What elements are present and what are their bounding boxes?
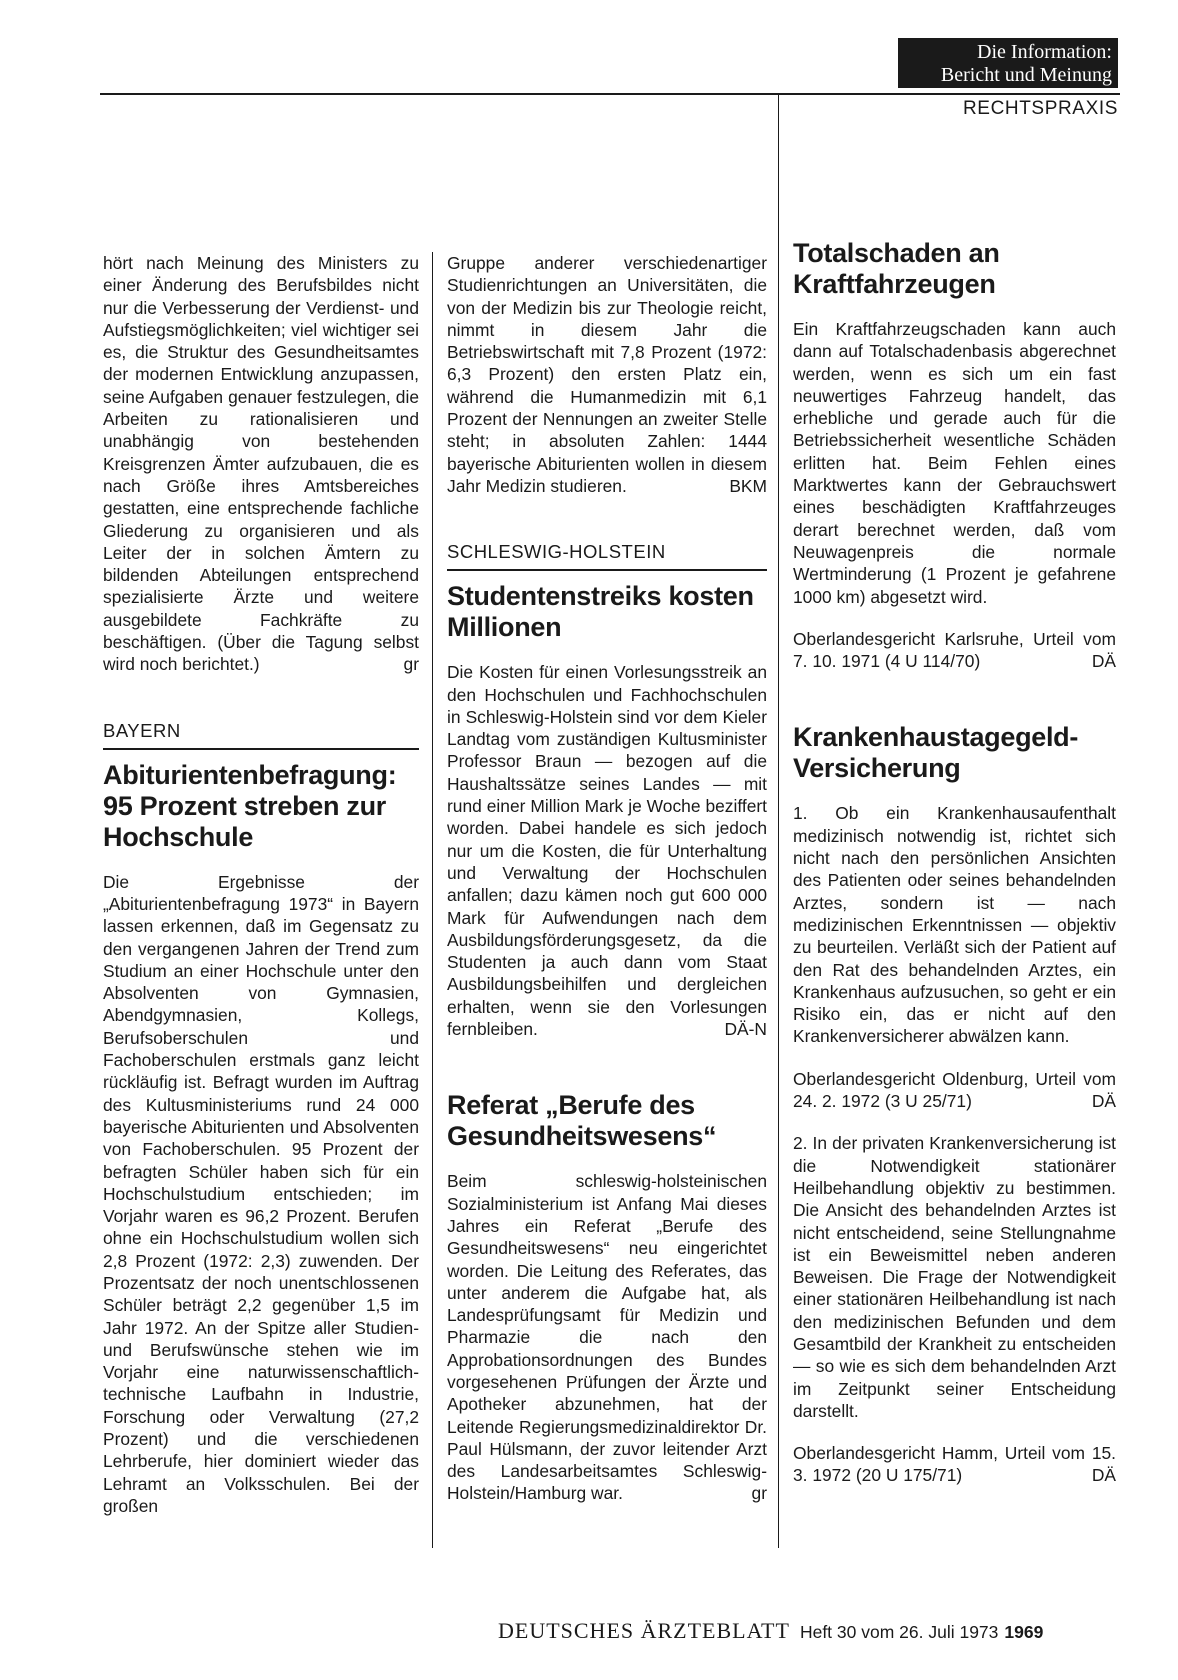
article-signature: DÄ-N xyxy=(724,1019,767,1040)
article-text: Beim schleswig-holsteinischen Sozialministerium ist Anfang Mai dieses Jahres ein Referat „Berufe des Gesundheitswesens“ neu eingerichtet worden. Die Leitung des Referates, das unter anderem die Aufgabe hat, als Landesprüfungsamt für Medizin und Pharmazie die nach den Approbationsordnungen des Bundes vorgesehenen Prüfungen der Ärzte und Apotheker abzunehmen, hat der Leitende Regierungsmedizinaldirektor Dr. Paul Hülsmann, der zuvor leitender Arzt des Landesarbeitsamtes Schleswig-Holstein/Hamburg war. xyxy=(447,1171,767,1504)
article-body: Die Ergebnisse der „Abiturientenbefragung 1973“ in Bayern lassen erkennen, daß im Gegensatz zu den vergangenen Jahren der Trend zum Studium an einer Hochschule unter den Absolventen von Gymnasien, Abendgymnasien, Kollegs, Berufsoberschulen und Fachoberschulen erstmals ganz leicht rückläufig ist. Befragt wurden im Auftrag des Kultusministeriums rund 24 000 bayerische Abiturienten und Absolventen von Fachoberschulen. 95 Prozent der befragten Schüler haben sich für ein Hochschulstudium entschieden; im Vorjahr waren es 96,2 Prozent. Berufen ohne ein Hochschulstudium wollen sich 2,8 Prozent (1972: 2,3) zuwenden. Der Prozentsatz der noch unentschlossenen Schüler beträgt 2,2 gegenüber 1,5 im Jahr 1972. An der Spitze aller Studien- und Berufswünsche stehen wie im Vorjahr eine naturwissenschaftlich-technische Laufbahn in Industrie, Forschung oder Verwaltung (27,2 Prozent) und die verschiedenen Lehrberufe, hier dominiert wieder das Lehramt an Volksschulen. Bei der großen xyxy=(103,871,419,1516)
headline-studentenstreiks: Studentenstreiks kosten Millionen xyxy=(447,581,754,643)
article-signature: gr xyxy=(751,1483,767,1504)
article-text: Die Kosten für einen Vorlesungsstreik an den Hochschulen und Fachhochschulen in Schleswig-Holstein sind vor dem Kieler Landtag vom zuständigen Kultusminister Professor Braun — bezogen auf die Haushaltssätze seines Landes — mit rund einer Million Mark je Woche beziffert worden. Dabei handele es sich jedoch nur um die Kosten, die für Unterhaltung und Verwaltung der Hochschulen anfallen; dazu kämen noch gut 600 000 Mark für Aufwendungen nach dem Ausbildungsförderungsgesetz, da die Studenten ja auch dann vom Staat Ausbildungsbeihilfen und dergleichen erhalten, wenn sie den Vorlesungen fernbleiben. xyxy=(447,662,767,1040)
page-number: 1969 xyxy=(1004,1622,1044,1642)
badge-line-1: Die Information: xyxy=(977,41,1112,63)
badge-line-2: Bericht und Meinung xyxy=(940,64,1112,86)
citation-signature: DÄ xyxy=(1091,1465,1116,1486)
kicker-schleswig-holstein: SCHLESWIG-HOLSTEIN xyxy=(447,541,666,563)
court-citation xyxy=(793,1068,1116,1113)
column-divider-1 xyxy=(432,252,433,1548)
continuation-paragraph xyxy=(447,252,767,497)
article-body xyxy=(447,661,767,1040)
kicker-bayern: BAYERN xyxy=(103,719,181,741)
column-1 xyxy=(103,252,419,1517)
continuation-text: Gruppe anderer verschiedenartiger Studienrichtungen an Universitäten, die von der Medizin bis zur Theologie reicht, nimmt in diesem Jahr die Betriebswirtschaft mit 7,8 Prozent (1972: 6,3 Prozent) den ersten Platz ein, während die Humanmedizin mit 6,1 Prozent der Nennungen an zweiter Stelle steht; in absoluten Zahlen: 1444 bayerische Abiturienten wollen in diesem Jahr Medizin studieren. xyxy=(447,253,767,496)
issue-info: Heft 30 vom 26. Juli 1973 xyxy=(799,1622,999,1642)
headline-totalschaden: Totalschaden an Kraftfahrzeugen xyxy=(793,238,1000,299)
column-divider-2 xyxy=(778,93,779,1548)
headline-krankenhaustagegeld: Krankenhaustagegeld-Versicherung xyxy=(793,722,1079,784)
article-body: 2. In der privaten Krankenversicherung ist die Notwendigkeit stationärer Heilbehandlung objektiv zu bestimmen. Die Ansicht des behandelnden Arztes ist nicht entscheidend, seine Stellungnahme ist ein Beweismittel neben anderen Beweisen. Die Frage der Notwendigkeit einer stationären Heilbehandlung ist nach den medizinischen Befunden und dem Gesamtbild der Krankheit zu entscheiden — so wie es sich dem behandelnden Arzt im Zeitpunkt seiner Entscheidung darstellt. xyxy=(793,1133,1116,1421)
headline-abiturientenbefragung: Abiturientenbefragung: 95 Prozent streben zur Hochschule xyxy=(103,759,397,852)
headline-referat: Referat „Berufe des Gesundheitswesens“ xyxy=(447,1090,717,1152)
intro-signature: gr xyxy=(403,654,419,675)
article-body: Ein Kraftfahrzeugschaden kann auch dann auf Totalschadenbasis abgerechnet werden, wenn es sich um ein fast neuwertiges Fahrzeug handelt, das erhebliche und gerade auch für die Betriebssicherheit wesentliche Schäden erlitten hat. Beim Fehlen eines Marktwertes kann der Gebrauchswert eines beschädigten Kraftfahrzeuges derart berechnet werden, daß vom Neuwagenpreis die normale Wertminderung (1 Prozent je gefahrene 1000 km) abgesetzt wird. xyxy=(793,319,1116,607)
citation-text: Oberlandesgericht Hamm, Urteil vom 15. 3. 1972 (20 U 175/71) xyxy=(793,1443,1116,1486)
article-body: 1. Ob ein Krankenhausaufenthalt medizinisch notwendig ist, richtet sich nicht nach den persönlichen Ansichten des Patienten oder seines behandelnden Arztes, sondern ist — nach medizinischen Erkenntnissen — objektiv zu beurteilen. Verläßt sich der Patient auf den Rat des behandelnden Arztes, ein Krankenhaus aufzusuchen, so geht er ein Risiko ein, das er nicht auf den Krankenversicherer abwälzen kann. xyxy=(793,803,1116,1047)
header-rule xyxy=(100,93,1120,95)
citation-signature: DÄ xyxy=(1091,1091,1116,1112)
column-2 xyxy=(447,252,767,1505)
continuation-signature: BKM xyxy=(729,475,767,496)
page-footer xyxy=(498,1618,1043,1644)
citation-signature: DÄ xyxy=(1091,651,1116,672)
citation-text: Oberlandesgericht Oldenburg, Urteil vom 24. 2. 1972 (3 U 25/71) xyxy=(793,1068,1116,1112)
kicker-rule xyxy=(447,569,767,571)
intro-paragraph xyxy=(103,252,419,676)
section-label: RECHTSPRAXIS xyxy=(962,98,1118,119)
department-badge xyxy=(898,38,1118,88)
citation-text: Oberlandesgericht Karlsruhe, Urteil vom 7. 10. 1971 (4 U 114/70) xyxy=(793,628,1116,672)
court-citation xyxy=(793,1442,1116,1487)
journal-name: DEUTSCHES ÄRZTEBLATT xyxy=(498,1618,790,1643)
column-3 xyxy=(793,238,1116,1487)
intro-text: hört nach Meinung des Ministers zu einer Änderung des Berufsbildes nicht nur die Verbesserung der Verdienst- und Aufstiegsmöglichkeiten; viel wichtiger sei es, die Struktur des Gesundheitsamtes der modernen Entwicklung anzupassen, seine Aufgaben genauer festzulegen, die Arbeiten zu rationalisieren und unabhängig von bestehenden Kreisgrenzen Ämter aufzubauen, die es nach Größe ihres Amtsbereiches gestatten, eine entsprechende fachliche Gliederung zu organisieren und als Leiter der in solchen Ämtern zu bildenden Abteilungen entsprechend spezialisierte Ärzte und weitere ausgebildete Fachkräfte zu beschäftigen. (Über die Tagung selbst wird noch berichtet.) xyxy=(103,253,419,675)
court-citation xyxy=(793,628,1116,673)
article-body xyxy=(447,1170,767,1504)
kicker-rule xyxy=(103,748,419,750)
